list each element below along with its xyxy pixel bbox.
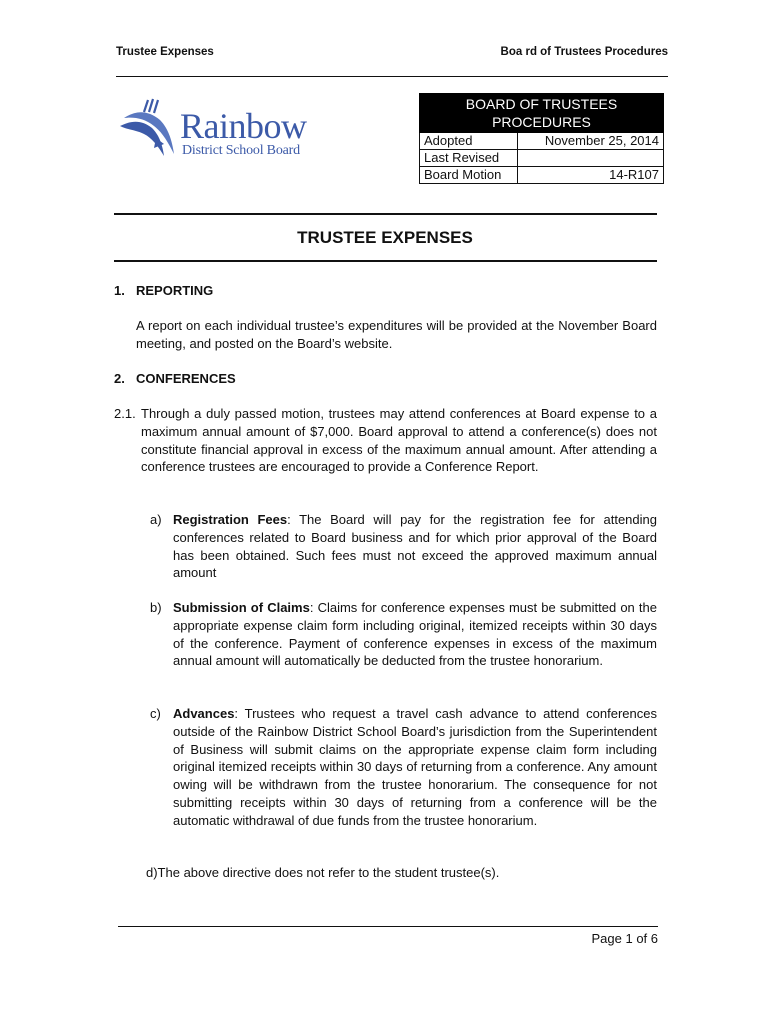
last-revised-value bbox=[518, 150, 664, 167]
board-motion-value: 14-R107 bbox=[518, 167, 664, 184]
page-number: Page 1 of 6 bbox=[591, 931, 658, 946]
title-top-rule bbox=[114, 213, 657, 215]
item-a-text bbox=[173, 511, 657, 582]
item-c-body: : Trustees who request a travel cash advance to attend conferences outside of the Rainbow District School Board’s jurisdiction from the Superintendent of Business will submit claims on the appropriate expense claim form including original itemized receipts within 30 days of returning from a conference. Any amount owing will be withdrawn from the trustee honorarium. The consequence for not submitting receipts within 30 days of returning from a conference will be the automatic withdrawal of due funds from the trustee honorarium. bbox=[173, 706, 657, 828]
paragraph-2-1-number: 2.1. bbox=[114, 406, 136, 421]
title-bottom-rule bbox=[114, 260, 657, 262]
footer-rule bbox=[118, 926, 658, 927]
section-2-number: 2. bbox=[114, 371, 125, 386]
item-c-term: Advances bbox=[173, 706, 235, 721]
running-header-title: Trustee Expenses bbox=[116, 46, 214, 58]
procedures-table-heading: BOARD OF TRUSTEES PROCEDURES bbox=[420, 94, 664, 133]
item-b-text bbox=[173, 599, 657, 670]
rainbow-logo bbox=[118, 98, 323, 160]
table-row bbox=[420, 150, 664, 167]
running-header-series: Boa rd of Trustees Procedures bbox=[500, 46, 668, 58]
logo-subtitle: District School Board bbox=[182, 143, 300, 158]
section-1-heading: REPORTING bbox=[136, 283, 214, 298]
item-b-letter: b) bbox=[150, 600, 162, 615]
adopted-label: Adopted bbox=[420, 133, 518, 150]
adopted-value: November 25, 2014 bbox=[518, 133, 664, 150]
table-row bbox=[420, 133, 664, 150]
section-1-number: 1. bbox=[114, 283, 125, 298]
item-a-letter: a) bbox=[150, 512, 162, 527]
procedures-info-table bbox=[419, 93, 664, 184]
logo-name: Rainbow bbox=[180, 106, 307, 146]
board-motion-label: Board Motion bbox=[420, 167, 518, 184]
item-b-term: Submission of Claims bbox=[173, 600, 310, 615]
section-2-heading: CONFERENCES bbox=[136, 371, 236, 386]
table-row bbox=[420, 167, 664, 184]
item-c-text bbox=[173, 705, 657, 830]
section-1-body: A report on each individual trustee’s expenditures will be provided at the November Board meeting, and posted on the Board’s website. bbox=[136, 318, 657, 351]
rainbow-logo-icon bbox=[118, 98, 180, 158]
last-revised-label: Last Revised bbox=[420, 150, 518, 167]
item-d-text: d)The above directive does not refer to the student trustee(s). bbox=[146, 865, 500, 880]
header-rule bbox=[116, 76, 668, 77]
item-a-body: : The Board will pay for the registration fee for attending conferences related to Board business and for which prior approval of the Board has been obtained. Such fees must not exceed the approved maximum annual amount bbox=[173, 512, 657, 581]
item-b-body: : Claims for conference expenses must be submitted on the appropriate expense claim form including original, itemized receipts within 30 days of the conference. Payment of conference expenses in excess of the maximum annual amount will automatically be deducted from the trustee honorarium. bbox=[173, 600, 657, 669]
item-a-term: Registration Fees bbox=[173, 512, 288, 527]
item-c-letter: c) bbox=[150, 706, 161, 721]
paragraph-2-1-body: Through a duly passed motion, trustees may attend conferences at Board expense to a maximum annual amount of $7,000. Board approval to attend a conference(s) does not constitute financial approval in excess of the maximum annual amount. After attending a conference trustees are encouraged to provide a Conference Report. bbox=[141, 406, 657, 475]
document-title: TRUSTEE EXPENSES bbox=[297, 228, 473, 247]
